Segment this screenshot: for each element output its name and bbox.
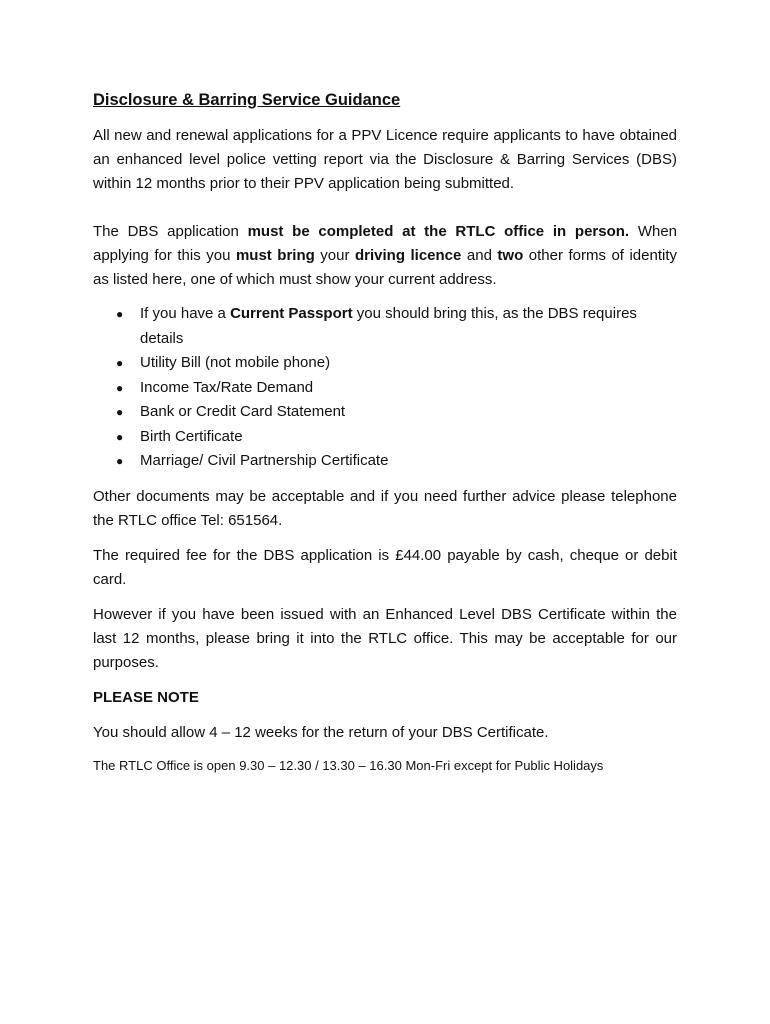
bullet-icon: ● xyxy=(116,429,124,444)
passport-text-pre: If you have a xyxy=(140,305,231,322)
list-item-label: Income Tax/Rate Demand xyxy=(140,378,314,396)
bullet-icon: ● xyxy=(116,405,124,419)
document-page xyxy=(93,88,677,776)
bullet-icon: ● xyxy=(116,307,124,321)
application-text-2: When applying for this you xyxy=(93,223,678,264)
list-item xyxy=(116,425,677,450)
bullet-icon: ● xyxy=(116,454,124,468)
list-item xyxy=(116,400,677,425)
existing-certificate-paragraph: However if you have been issued with an Enhanced Level DBS Certificate within the last 12 months, please bring it into the RTLC office. This may be acceptable for our purposes. xyxy=(93,605,677,671)
bullet-icon: ● xyxy=(116,356,124,370)
list-item xyxy=(116,449,677,474)
document-title: Disclosure & Barring Service Guidance xyxy=(93,91,401,109)
list-item-label: Utility Bill (not mobile phone) xyxy=(140,354,331,371)
passport-text-bold: Current Passport xyxy=(230,305,353,322)
list-item xyxy=(116,351,677,376)
fee-paragraph: The required fee for the DBS application is £44.00 payable by cash, cheque or debit card. xyxy=(93,546,677,588)
application-text-5: other forms of identity as listed here, one of which must show your current address. xyxy=(93,247,678,288)
note-heading: PLEASE NOTE xyxy=(93,688,199,706)
note-paragraph: You should allow 4 – 12 weeks for the return of your DBS Certificate. xyxy=(93,723,549,741)
list-item-label: Birth Certificate xyxy=(140,427,243,445)
application-bold-must-bring: must bring xyxy=(235,247,315,264)
application-text-1: The DBS application xyxy=(93,223,248,240)
application-text-4: and xyxy=(461,247,498,264)
list-item xyxy=(116,376,677,401)
list-item-label: Bank or Credit Card Statement xyxy=(140,403,346,420)
list-item-label: Marriage/ Civil Partnership Certificate xyxy=(140,452,389,469)
application-text-3: your xyxy=(314,247,355,264)
list-item-passport xyxy=(116,302,677,351)
application-bold-in-person: must be completed at the RTLC office in person. xyxy=(247,223,630,240)
intro-paragraph: All new and renewal applications for a PPV Licence require applicants to have obtained an enhanced level police vetting report via the Disclosure & Barring Services (DBS) within 12 months prior to their PPV application being submitted. xyxy=(93,127,677,192)
application-paragraph xyxy=(93,220,677,292)
office-hours-text: The RTLC Office is open 9.30 – 12.30 / 13.30 – 16.30 Mon-Fri except for Public Holidays xyxy=(93,757,604,773)
application-bold-driving-licence: driving licence xyxy=(354,247,462,264)
bullet-icon: ● xyxy=(116,380,124,395)
other-documents-paragraph: Other documents may be acceptable and if you need further advice please telephone the RTLC office Tel: 651564. xyxy=(93,487,677,529)
application-bold-two: two xyxy=(497,247,524,264)
identity-documents-list xyxy=(93,302,677,474)
passport-text-post: you should bring this, as the DBS requires details xyxy=(140,305,637,347)
